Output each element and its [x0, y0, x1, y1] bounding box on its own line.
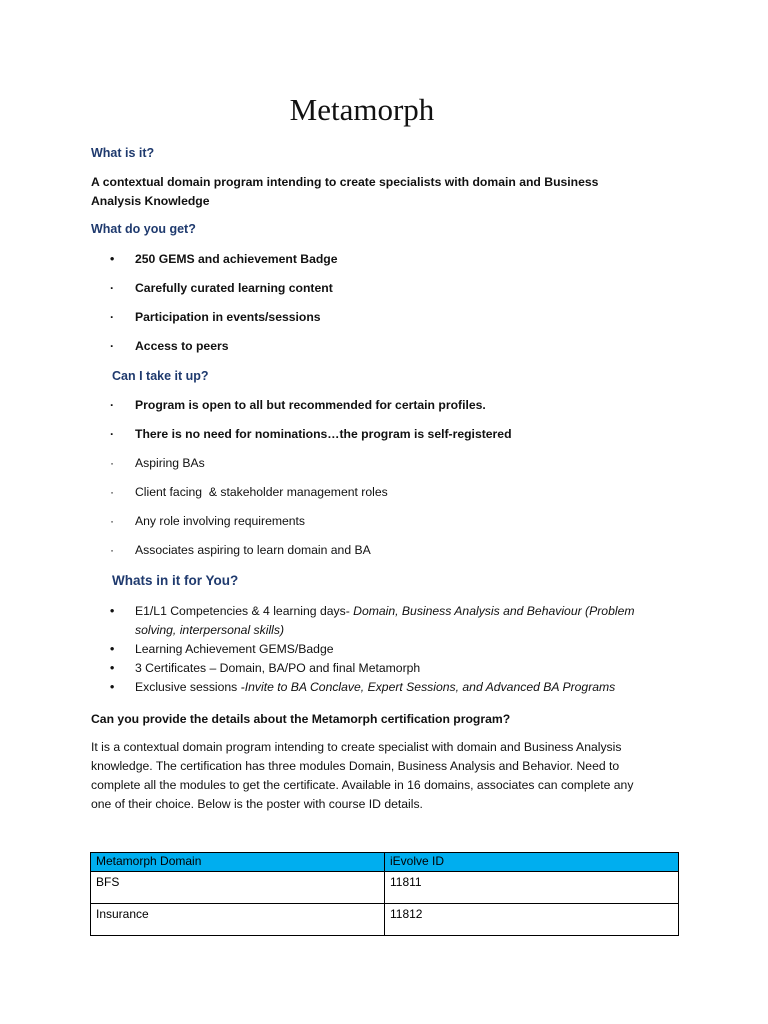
bullet-icon: ·	[110, 514, 115, 528]
bullet-icon: •	[110, 252, 115, 266]
bullet-icon: ·	[110, 485, 115, 499]
bullet-icon: ·	[110, 427, 115, 441]
bullet-icon: ·	[110, 339, 115, 353]
bullet-icon: ·	[110, 456, 115, 470]
bullet-icon: •	[110, 642, 115, 656]
table-cell: Insurance	[91, 904, 385, 936]
section-heading-whats-in-it-for-you: Whats in it for You?	[112, 573, 239, 588]
section-heading-what-is-it: What is it?	[91, 146, 155, 160]
table-cell: 11811	[385, 872, 679, 904]
section-heading-what-do-you-get: What do you get?	[91, 222, 196, 236]
table-cell: 11812	[385, 904, 679, 936]
column-header-domain: Metamorph Domain	[91, 853, 385, 872]
bullet-icon: ·	[110, 398, 115, 412]
bullet-icon: ·	[110, 281, 115, 295]
section-heading-can-i-take-it-up: Can I take it up?	[112, 369, 209, 383]
bullet-icon: ·	[110, 310, 115, 324]
faq-question: Can you provide the details about the Metamorph certification program?	[91, 712, 511, 726]
table-row	[91, 872, 679, 904]
table-cell: BFS	[91, 872, 385, 904]
bullet-icon: ·	[110, 543, 115, 557]
table-header-row	[91, 853, 679, 872]
document-page: Metamorph What is it? A contextual domain program intending to create specialists with domain and Business Analysis Knowledge What do you get? • 250 GEMS and achievement Badge · Carefully curated learning content · Participation in events/sessions · Access to peers Can I take it up? · Program is open to all but recommended for certain profiles. · There is no need for nominations…the program is self-registered · Aspiring BAs · Client facing & stakeholder management roles · Any role involving requirements · Associates aspiring to learn domain and BA Whats in it for You? • E1/L1 Competencies & 4 learning days- Domain, Business Analysis and Behaviour (Problem solving, interpersonal skills) • Learning Achievement GEMS/Badge • 3 Certificates – Domain, BA/PO and final Metamorph • Exclusive sessions -Invite to BA Conclave, Expert Sessions, and Advanced BA Programs Can you provide the details about the Metamorph certification program? It is a contextual domain program intending to create specialist with domain and Business Analysis knowledge. The certification has three modules Domain, Business Analysis and Behavior. Need to complete all the modules to get the certificate. Available in 16 domains, associates can complete any one of their choice. Below is the poster with course ID details. Metamorph Domain iEvolve ID BFS 11811 Insurance 11812	[0, 0, 768, 1024]
bullet-icon: •	[110, 604, 115, 618]
domain-id-table	[90, 852, 679, 936]
table-row	[91, 904, 679, 936]
page-title: Metamorph	[289, 92, 435, 127]
faq-answer: It is a contextual domain program intending to create specialist with domain and Business Analysis knowledge. The certification has three modules Domain, Business Analysis and Behavior. Need to complete all the modules to get the certificate. Available in 16 domains, associates can complete any one of their choice. Below is the poster with course ID details.	[91, 740, 634, 811]
section-body-what-is-it: A contextual domain program intending to create specialists with domain and Business Analysis Knowledge	[91, 175, 599, 208]
bullet-icon: •	[110, 661, 115, 675]
bullet-icon: •	[110, 680, 115, 694]
column-header-ievolve-id: iEvolve ID	[385, 853, 679, 872]
